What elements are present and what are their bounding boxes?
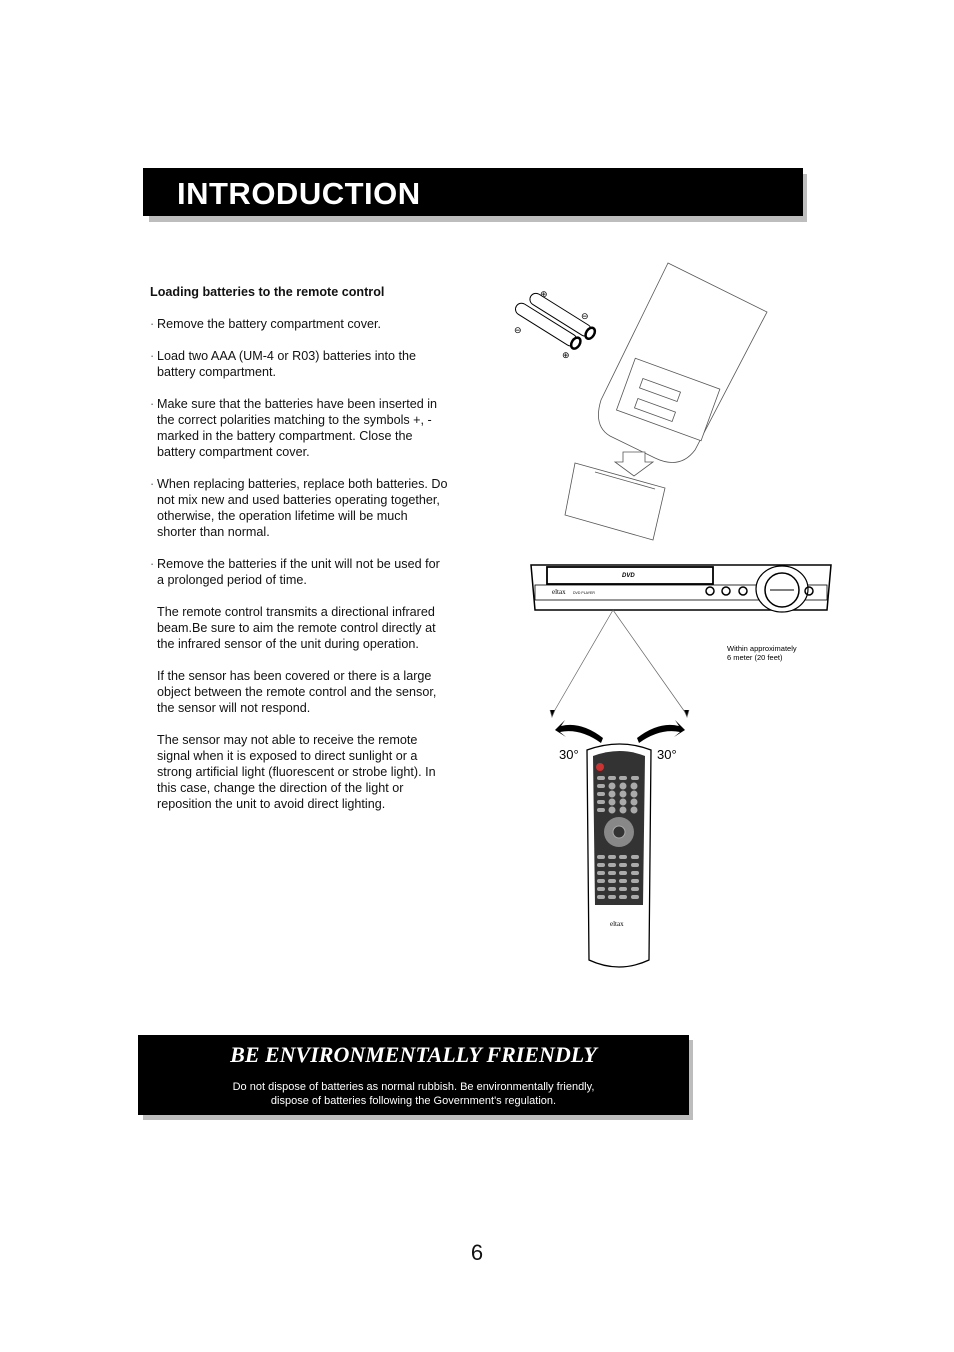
environment-text: [138, 1080, 689, 1108]
paragraph-text: The sensor may not able to receive the remote signal when it is exposed to direct sunlight or a strong artificial light (fluorescent or strobe light). In this case, change the direction of the light or reposition the unit to avoid direct lighting.: [157, 733, 436, 811]
player-brand: eltax: [552, 588, 566, 596]
paragraph: [150, 396, 450, 460]
svg-text:⊕: ⊕: [562, 351, 570, 361]
environment-title: BE ENVIRONMENTALLY FRIENDLY: [230, 1042, 597, 1067]
paragraph-text: · Remove the batteries if the unit will not be used for a prolonged period of time.: [157, 557, 440, 587]
paragraph-text: · When replacing batteries, replace both batteries. Do not mix new and used batteries operating together, otherwise, the operation lifetime will be much shorter than normal.: [157, 477, 448, 539]
paragraph-text: The remote control transmits a directional infrared beam.Be sure to aim the remote control directly at the infrared sensor of the unit during operation.: [157, 605, 436, 651]
instructions-column: [150, 284, 450, 828]
page-number: 6: [470, 1240, 484, 1265]
svg-text:⊖: ⊖: [581, 312, 589, 322]
paragraph: [150, 604, 450, 652]
angle-right-label: 30°: [657, 747, 677, 762]
paragraph: [150, 732, 450, 812]
dvd-logo: DVD: [622, 573, 635, 579]
paragraph-text: · Load two AAA (UM-4 or R03) batteries into the battery compartment.: [157, 349, 417, 379]
paragraph-text: If the sensor has been covered or there is a large object between the remote control and the sensor, the sensor will not respond.: [157, 669, 437, 715]
svg-text:⊖: ⊖: [514, 326, 522, 336]
remote-back-icon: [565, 263, 767, 540]
environment-line-1: Do not dispose of batteries as normal rubbish. Be environmentally friendly,: [232, 1081, 595, 1093]
paragraph-text: · Remove the battery compartment cover.: [157, 317, 381, 331]
range-note-line2: 6 meter (20 feet): [727, 653, 783, 662]
paragraph: [150, 668, 450, 716]
range-note-line1: Within approximately: [727, 644, 797, 653]
remote-front-icon: [587, 744, 651, 967]
environment-line-2: dispose of batteries following the Government's regulation.: [270, 1095, 557, 1107]
paragraph: [150, 476, 450, 540]
player-model: DVD PLAYER: [573, 591, 595, 595]
svg-text:⊕: ⊕: [540, 290, 548, 300]
paragraph: [150, 316, 450, 332]
title-bar: [143, 168, 803, 216]
angle-left-label: 30°: [559, 747, 579, 762]
environment-notice-box: [138, 1035, 689, 1115]
infrared-beam-lines: [550, 610, 689, 717]
angle-arrows-icon: [555, 720, 685, 743]
page-title: INTRODUCTION: [177, 176, 421, 211]
batteries-icon: [513, 287, 597, 361]
remote-control-illustration: [505, 260, 835, 980]
section-heading: Loading batteries to the remote control: [150, 285, 385, 299]
dvd-player-icon: [531, 565, 831, 612]
remote-brand: eltax: [610, 920, 624, 928]
paragraph-text: · Make sure that the batteries have been inserted in the correct polarities matching to the symbols +, - marked in the battery compartment. Close the battery compartment cover.: [157, 397, 438, 459]
paragraph: [150, 348, 450, 380]
paragraph: [150, 556, 450, 588]
